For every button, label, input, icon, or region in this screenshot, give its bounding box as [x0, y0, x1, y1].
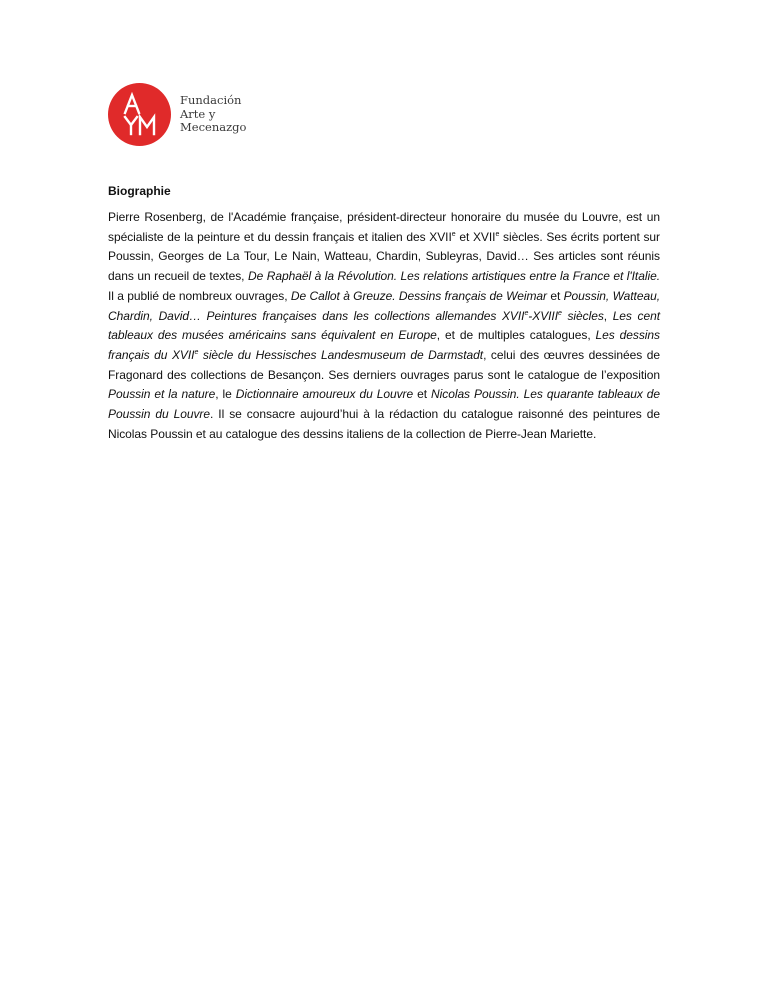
italic-title: siècle du Hessisches Landesmuseum de Darmstadt	[198, 347, 484, 362]
italic-title: -XVIII	[528, 308, 559, 323]
aym-monogram-svg	[108, 83, 171, 146]
org-name-line: Arte y	[180, 106, 216, 121]
fundacion-logo	[108, 83, 246, 146]
century-superscript: e	[558, 309, 562, 317]
italic-title: De Raphaël à la Révolution. Les relations artistiques entre la France et l'Italie.	[247, 269, 660, 284]
section-heading: Biographie	[108, 184, 171, 198]
century-superscript: e	[524, 309, 529, 317]
century-superscript: e	[451, 230, 456, 238]
aym-monogram-icon	[108, 83, 171, 146]
biography-paragraph: Pierre Rosenberg, de l'Académie française, président-directeur honoraire du musée du Louvre, est un spécialiste de la peinture et du dessin français et italien des XVIIe et XVIIe siècles. Ses écrits portent sur Poussin, Georges de La Tour, Le Nain, Watteau, Chardin, Subleyras, David… Ses articles sont réunis dans un recueil de textes, De Raphaël à la Révolution. Les relations artistiques entre la France et l'Italie. Il a publié de nombreux ouvrages, De Callot à Greuze. Dessins français de Weimar et Poussin, Watteau, Chardin, David… Peintures françaises dans les collections allemandes XVIIe-XVIIIe siècles, Les cent tableaux des musées américains sans équivalent en Europe, et de multiples catalogues, Les dessins français du XVIIe siècle du Hessisches Landesmuseum de Darmstadt, celui des œuvres dessinées de Fragonard des collections de Besançon. Ses derniers ouvrages parus sont le catalogue de l’exposition Poussin et la nature, le Dictionnaire amoureux du Louvre et Nicolas Poussin. Les quarante tableaux de Poussin du Louvre. Il se consacre aujourd’hui à la rédaction du catalogue raisonné des peintures de Nicolas Poussin et au catalogue des dessins italiens de la collection de Pierre-Jean Mariette.	[108, 210, 661, 441]
italic-title: Nicolas Poussin. Les quarante tableaux de Poussin du Louvre	[108, 387, 661, 422]
century-superscript: e	[495, 230, 500, 238]
century-superscript: e	[194, 348, 199, 356]
italic-title: Poussin, Watteau, Chardin, David… Peintures françaises dans les collections allemandes XVII	[108, 288, 660, 323]
org-name	[180, 94, 246, 135]
italic-title: De Callot à Greuze. Dessins français de Weimar	[290, 288, 547, 303]
org-name-line: Fundación	[180, 93, 242, 108]
italic-title: Les dessins français du XVII	[108, 328, 660, 362]
italic-title: Les cent tableaux des musées américains sans équivalent en Europe	[108, 308, 660, 343]
italic-title: siècles	[561, 308, 604, 323]
italic-title: Poussin et la nature	[108, 387, 216, 402]
org-name-line: Mecenazgo	[180, 120, 247, 135]
italic-title: Dictionnaire amoureux du Louvre	[235, 387, 414, 402]
